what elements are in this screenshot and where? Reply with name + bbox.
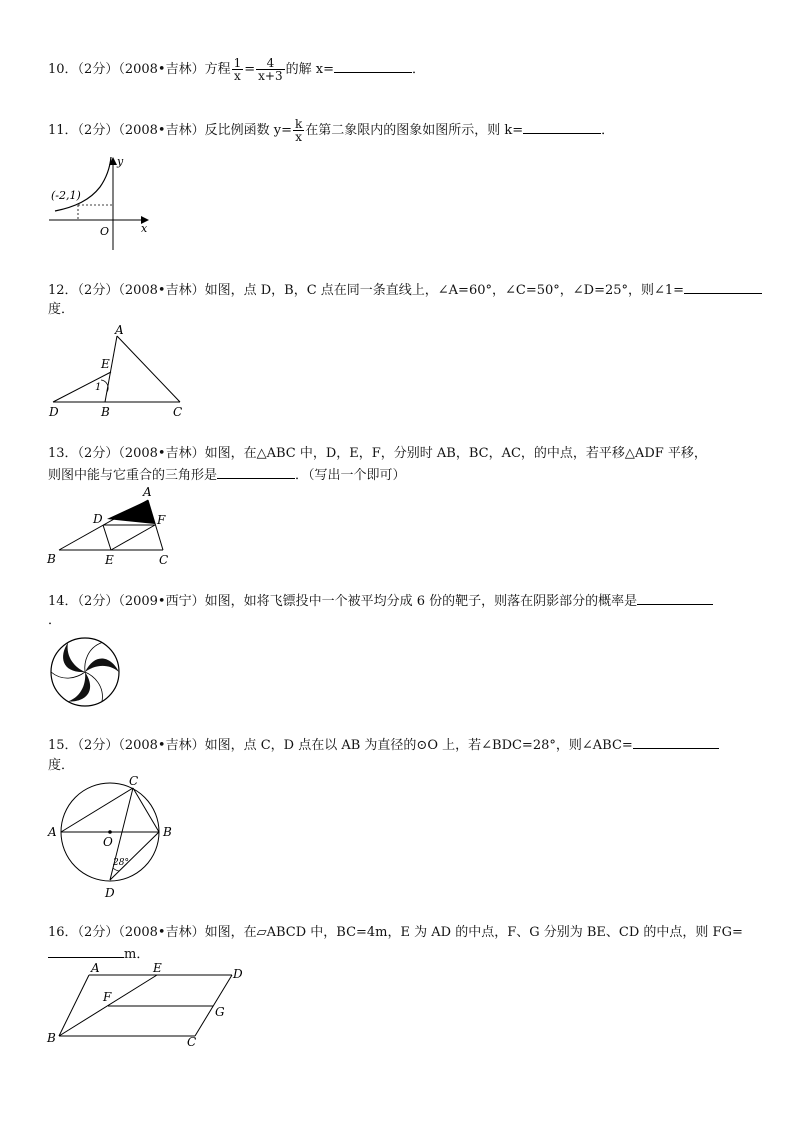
answer-blank[interactable] bbox=[684, 281, 762, 294]
question-score: （2分） bbox=[77, 925, 119, 940]
fraction-denominator: x bbox=[234, 69, 241, 83]
fraction-denominator: x+3 bbox=[258, 69, 283, 83]
question-text: ．（写出一个即可） bbox=[295, 468, 406, 483]
fraction-numerator: k bbox=[294, 117, 303, 131]
label-D: D bbox=[49, 405, 59, 419]
dartboard-figure bbox=[48, 635, 122, 709]
origin-label: O bbox=[100, 225, 110, 238]
label-A: A bbox=[91, 961, 100, 975]
answer-blank[interactable] bbox=[334, 60, 412, 73]
question-number: 13． bbox=[48, 446, 78, 461]
label-A: A bbox=[115, 323, 124, 337]
question-16 bbox=[48, 924, 743, 942]
label-C: C bbox=[159, 553, 169, 567]
label-B: B bbox=[101, 405, 110, 419]
question-number: 10． bbox=[48, 62, 78, 77]
question-source: （2009•西宁） bbox=[118, 594, 205, 609]
question-score: （2分） bbox=[77, 446, 119, 461]
question-15 bbox=[48, 736, 719, 755]
question-10 bbox=[48, 57, 425, 82]
question-text: 则图中能与它重合的三角形是 bbox=[48, 468, 218, 483]
circle-figure bbox=[45, 773, 180, 903]
label-B: B bbox=[47, 1031, 56, 1045]
question-source: （2008•吉林） bbox=[118, 925, 205, 940]
parallelogram-figure bbox=[45, 960, 255, 1050]
question-text: 的解 x= bbox=[285, 62, 334, 77]
question-number: 12． bbox=[48, 283, 78, 298]
question-text: 如图，点 D，B，C 点在同一条直线上，∠A=60°，∠C=50°，∠D=25°，则∠1= bbox=[204, 283, 685, 298]
label-D: D bbox=[93, 512, 103, 526]
angle-label: 1 bbox=[95, 382, 102, 393]
label-F: F bbox=[103, 990, 112, 1004]
question-source: （2008•吉林） bbox=[118, 62, 205, 77]
question-text: 如图，在△ABC 中，D，E，F，分别时 AB，BC，AC，的中点，若平移△ADF 平移， bbox=[204, 446, 707, 461]
hyperbola-figure bbox=[45, 155, 155, 250]
label-A: A bbox=[143, 485, 152, 499]
question-12-line2 bbox=[48, 301, 74, 319]
question-14 bbox=[48, 592, 713, 611]
answer-blank[interactable] bbox=[637, 592, 713, 605]
label-E: E bbox=[105, 553, 114, 567]
question-12 bbox=[48, 281, 762, 300]
question-text: 度． bbox=[48, 302, 75, 317]
question-score: （2分） bbox=[77, 738, 119, 753]
fraction-numerator: 1 bbox=[233, 56, 242, 70]
triangle-figure-13 bbox=[45, 484, 185, 569]
question-number: 14． bbox=[48, 594, 78, 609]
x-axis-label: x bbox=[141, 222, 148, 235]
question-source: （2008•吉林） bbox=[118, 123, 205, 138]
label-O: O bbox=[103, 835, 113, 849]
answer-blank[interactable] bbox=[633, 736, 719, 749]
triangle-figure-12 bbox=[45, 322, 190, 420]
question-text: 如图，在▱ABCD 中，BC=4m，E 为 AD 的中点，F、G 分别为 BE、CD 的中点，则 FG= bbox=[204, 925, 743, 940]
question-text: 方程 bbox=[204, 62, 231, 77]
fraction bbox=[293, 118, 304, 143]
label-B: B bbox=[47, 552, 56, 566]
equals-sign: = bbox=[244, 62, 256, 77]
question-source: （2008•吉林） bbox=[118, 446, 205, 461]
angle-label: 28° bbox=[113, 858, 129, 868]
question-text: 如图，如将飞镖投中一个被平均分成 6 份的靶子，则落在阴影部分的概率是 bbox=[204, 594, 638, 609]
label-C: C bbox=[129, 774, 139, 788]
answer-blank[interactable] bbox=[48, 945, 124, 958]
question-number: 15． bbox=[48, 738, 78, 753]
label-E: E bbox=[101, 357, 110, 371]
question-14-line2 bbox=[48, 612, 61, 630]
question-source: （2008•吉林） bbox=[118, 283, 205, 298]
fraction-2 bbox=[256, 57, 284, 82]
label-D: D bbox=[233, 967, 243, 981]
question-text: 度． bbox=[48, 758, 75, 773]
question-11 bbox=[48, 118, 614, 143]
question-score: （2分） bbox=[77, 62, 119, 77]
label-C: C bbox=[187, 1035, 197, 1049]
question-text: 在第二象限内的图象如图所示，则 k= bbox=[305, 123, 524, 138]
fraction-numerator: 4 bbox=[256, 57, 284, 70]
question-score: （2分） bbox=[77, 283, 119, 298]
label-E: E bbox=[153, 961, 162, 975]
question-number: 16． bbox=[48, 925, 78, 940]
question-text: 反比例函数 y= bbox=[204, 123, 292, 138]
question-number: 11． bbox=[48, 123, 78, 138]
question-text: 如图，点 C，D 点在以 AB 为直径的⊙O 上，若∠BDC=28°，则∠ABC= bbox=[204, 738, 633, 753]
answer-blank[interactable] bbox=[217, 466, 295, 479]
label-D: D bbox=[105, 886, 115, 900]
label-C: C bbox=[173, 405, 183, 419]
question-text: ． bbox=[48, 613, 62, 628]
label-B: B bbox=[163, 825, 172, 839]
question-end: ． bbox=[601, 123, 615, 138]
point-label: (-2,1) bbox=[51, 189, 81, 202]
question-score: （2分） bbox=[77, 594, 119, 609]
question-source: （2008•吉林） bbox=[118, 738, 205, 753]
question-end: ． bbox=[411, 62, 425, 77]
label-G: G bbox=[215, 1005, 225, 1019]
label-A: A bbox=[48, 825, 57, 839]
question-13 bbox=[48, 445, 707, 463]
question-text: m． bbox=[124, 947, 150, 962]
fraction-1 bbox=[232, 57, 244, 82]
question-score: （2分） bbox=[77, 123, 119, 138]
question-13-line2 bbox=[48, 466, 406, 485]
label-F: F bbox=[157, 513, 166, 527]
y-axis-label: y bbox=[117, 155, 124, 168]
answer-blank[interactable] bbox=[523, 121, 601, 134]
fraction-denominator: x bbox=[295, 130, 302, 144]
